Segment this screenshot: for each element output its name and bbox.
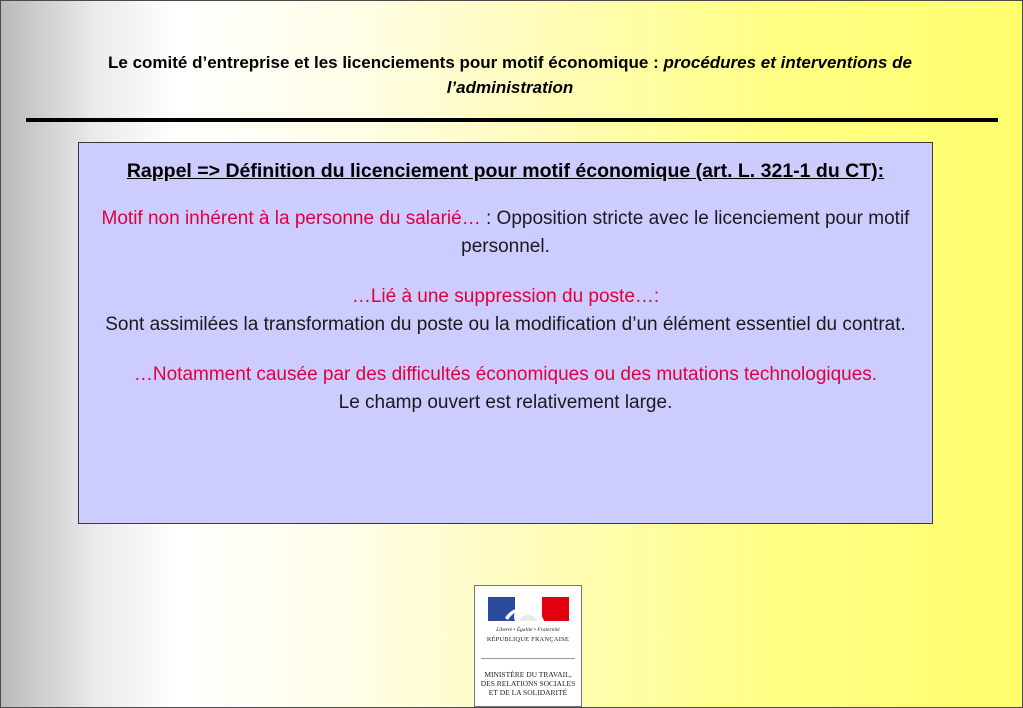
paragraph-motif-text: : Opposition stricte avec le licenciement pour motif personnel. — [461, 208, 910, 257]
definition-box — [78, 142, 933, 524]
paragraph-difficultes-text: Le champ ouvert est relativement large. — [338, 392, 673, 413]
slide-title-regular: Le comité d’entreprise et les licenciements pour motif économique : — [108, 53, 664, 72]
logo-motto: Liberté • Égalité • Fraternité — [496, 627, 560, 633]
logo-divider — [481, 658, 575, 659]
logo-ministry-line1: MINISTÈRE DU TRAVAIL, — [484, 670, 572, 679]
paragraph-suppression — [89, 283, 922, 339]
slide-title — [60, 50, 960, 100]
paragraph-suppression-highlight: …Lié à une suppression du poste…: — [351, 286, 660, 307]
logo-ministry-line3: ET DE LA SOLIDARITÉ — [488, 688, 568, 697]
paragraph-difficultes — [89, 361, 922, 417]
paragraph-difficultes-highlight: …Notamment causée par des difficultés économiques ou des mutations technologiques. — [133, 364, 878, 385]
logo-republic: RÉPUBLIQUE FRANÇAISE — [486, 636, 570, 643]
logo-ministry-line2: DES RELATIONS SOCIALES — [480, 679, 576, 688]
paragraph-motif-highlight: Motif non inhérent à la personne du salarié… — [101, 208, 486, 229]
title-divider — [26, 118, 998, 122]
marianne-logo-icon — [475, 586, 581, 626]
slide-title-italic: procédures et interventions de l’administration — [446, 53, 912, 97]
paragraph-suppression-text: Sont assimilées la transformation du poste ou la modification d’un élément essentiel du contrat. — [105, 314, 906, 335]
logo-ministry — [477, 670, 579, 697]
ministry-logo — [474, 585, 582, 707]
definition-heading: Rappel => Définition du licenciement pour motif économique (art. L. 321-1 du CT): — [126, 160, 885, 182]
paragraph-motif — [89, 205, 922, 261]
